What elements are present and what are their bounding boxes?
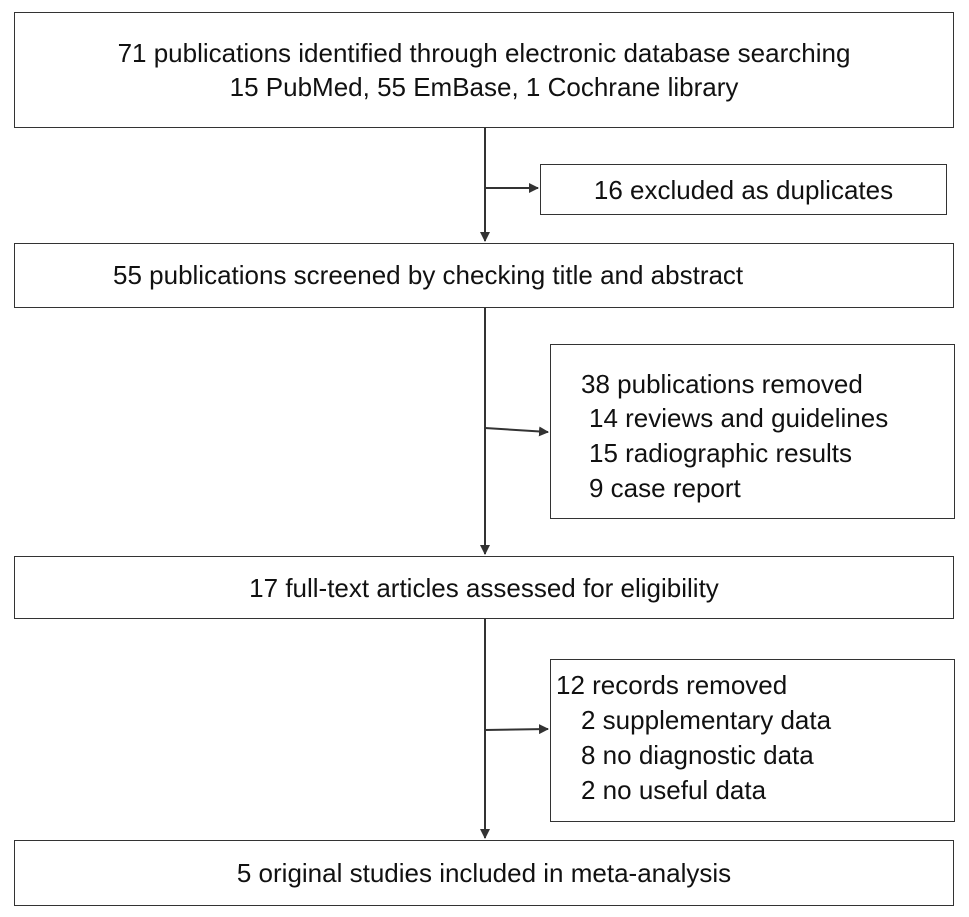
arrow-to-removed-publications: [485, 428, 548, 432]
duplicates-text: 16 excluded as duplicates: [593, 174, 894, 205]
removed-records-title: 12 records removed: [556, 670, 788, 700]
removed-publications-item: 15 radiographic results: [589, 438, 853, 468]
identification-line-1: 71 publications identified through electronic database searching: [117, 38, 851, 68]
removed-records-item: 8 no diagnostic data: [581, 740, 814, 770]
identification-line-2: 15 PubMed, 55 EmBase, 1 Cochrane library: [229, 72, 739, 102]
removed-publications-item: 9 case report: [589, 473, 741, 503]
arrow-to-removed-records: [485, 729, 548, 730]
screening-text: 55 publications screened by checking title and abstract: [113, 260, 744, 290]
fulltext-text: 17 full-text articles assessed for eligibility: [249, 572, 719, 603]
included-text: 5 original studies included in meta-analysis: [236, 858, 732, 888]
removed-publications-item: 14 reviews and guidelines: [589, 403, 889, 433]
removed-publications-title: 38 publications removed: [581, 369, 863, 399]
removed-records-item: 2 supplementary data: [581, 705, 832, 735]
removed-records-item: 2 no useful data: [581, 775, 767, 805]
